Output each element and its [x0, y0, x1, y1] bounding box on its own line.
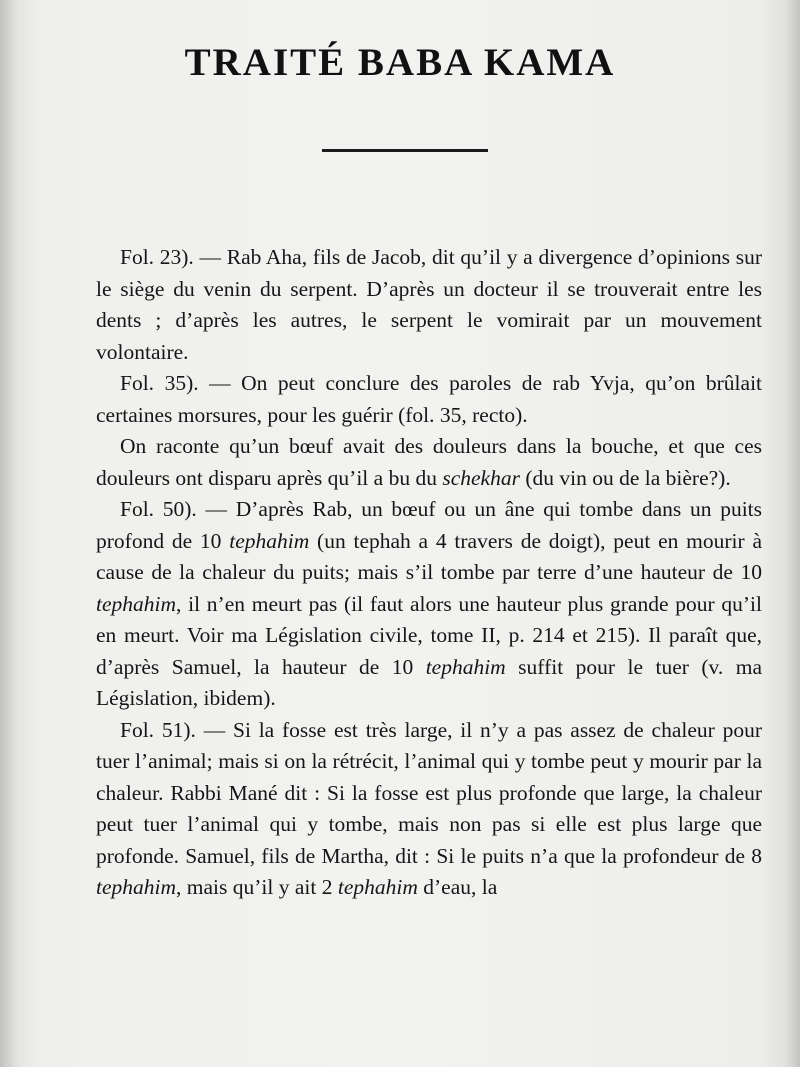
paragraph	[96, 494, 762, 715]
page-edge-shadow	[786, 0, 800, 1067]
italic-term: tephahim	[96, 875, 177, 899]
folio-reference: Fol. 35).	[120, 371, 199, 395]
text-segment: — On peut conclure des paroles de rab Yvja, qu’on brûlait certaines morsures, pour les guérir (fol. 35, recto).	[96, 371, 763, 427]
text-segment: , mais qu’il y ait 2	[176, 875, 338, 899]
text-segment: , il n’en meurt pas (il faut alors une hauteur plus grande pour qu’il en meurt. Voir ma Législation civile, tome II, p. 214 et 215). Il paraît que, d’après Samuel, la hauteur de 10	[96, 591, 762, 679]
folio-reference: Fol. 51).	[120, 717, 196, 742]
body-text	[96, 242, 762, 904]
text-segment: suffit pour le tuer (v. ma Législation, ibidem).	[96, 654, 762, 710]
page-edge-shadow	[0, 0, 18, 1067]
paragraph	[96, 431, 762, 494]
italic-term: tephahim	[425, 654, 506, 679]
text-segment: (un tephah a 4 travers de doigt), peut en mourir à cause de la chaleur du puits; mais s’il tombe par terre d’une hauteur de 10	[96, 528, 762, 584]
text-segment: — Rab Aha, fils de Jacob, dit qu’il y a divergence d’opinions sur le siège du venin du serpent. D’après un docteur il se trouverait entre les dents ; d’après les autres, le serpent le vomirait par un mouvement volontaire.	[96, 245, 763, 364]
paragraph	[96, 242, 762, 368]
folio-reference: Fol. 50).	[120, 497, 197, 521]
text-segment: (du vin ou de la bière?).	[519, 465, 731, 490]
folio-reference: Fol. 23).	[120, 245, 194, 269]
text-segment: On raconte qu’un bœuf avait des douleurs dans la bouche, et que ces douleurs ont disparu après qu’il a bu du	[96, 434, 762, 490]
text-segment: — D’après Rab, un bœuf ou un âne qui tombe dans un puits profond de 10	[96, 497, 763, 553]
paragraph	[96, 715, 762, 904]
italic-term: tephahim	[96, 591, 177, 616]
title-rule	[322, 149, 488, 152]
italic-term: tephahim	[229, 528, 310, 553]
paragraph	[96, 368, 762, 431]
text-segment: d’eau, la	[417, 875, 498, 899]
page-title: TRAITÉ BABA KAMA	[184, 41, 616, 84]
text-segment: — Si la fosse est très large, il n’y a pas assez de chaleur pour tuer l’animal; mais si on la rétrécit, l’animal qui y tombe peut y mourir par la chaleur. Rabbi Mané dit : Si la fosse est plus profonde que large, la chaleur peut tuer l’animal qui y tombe, mais non pas si elle est plus large que profonde. Samuel, fils de Martha, dit : Si le puits n’a que la profondeur de 8	[96, 717, 762, 868]
italic-term: tephahim	[337, 875, 418, 899]
italic-term: schekhar	[442, 465, 520, 490]
